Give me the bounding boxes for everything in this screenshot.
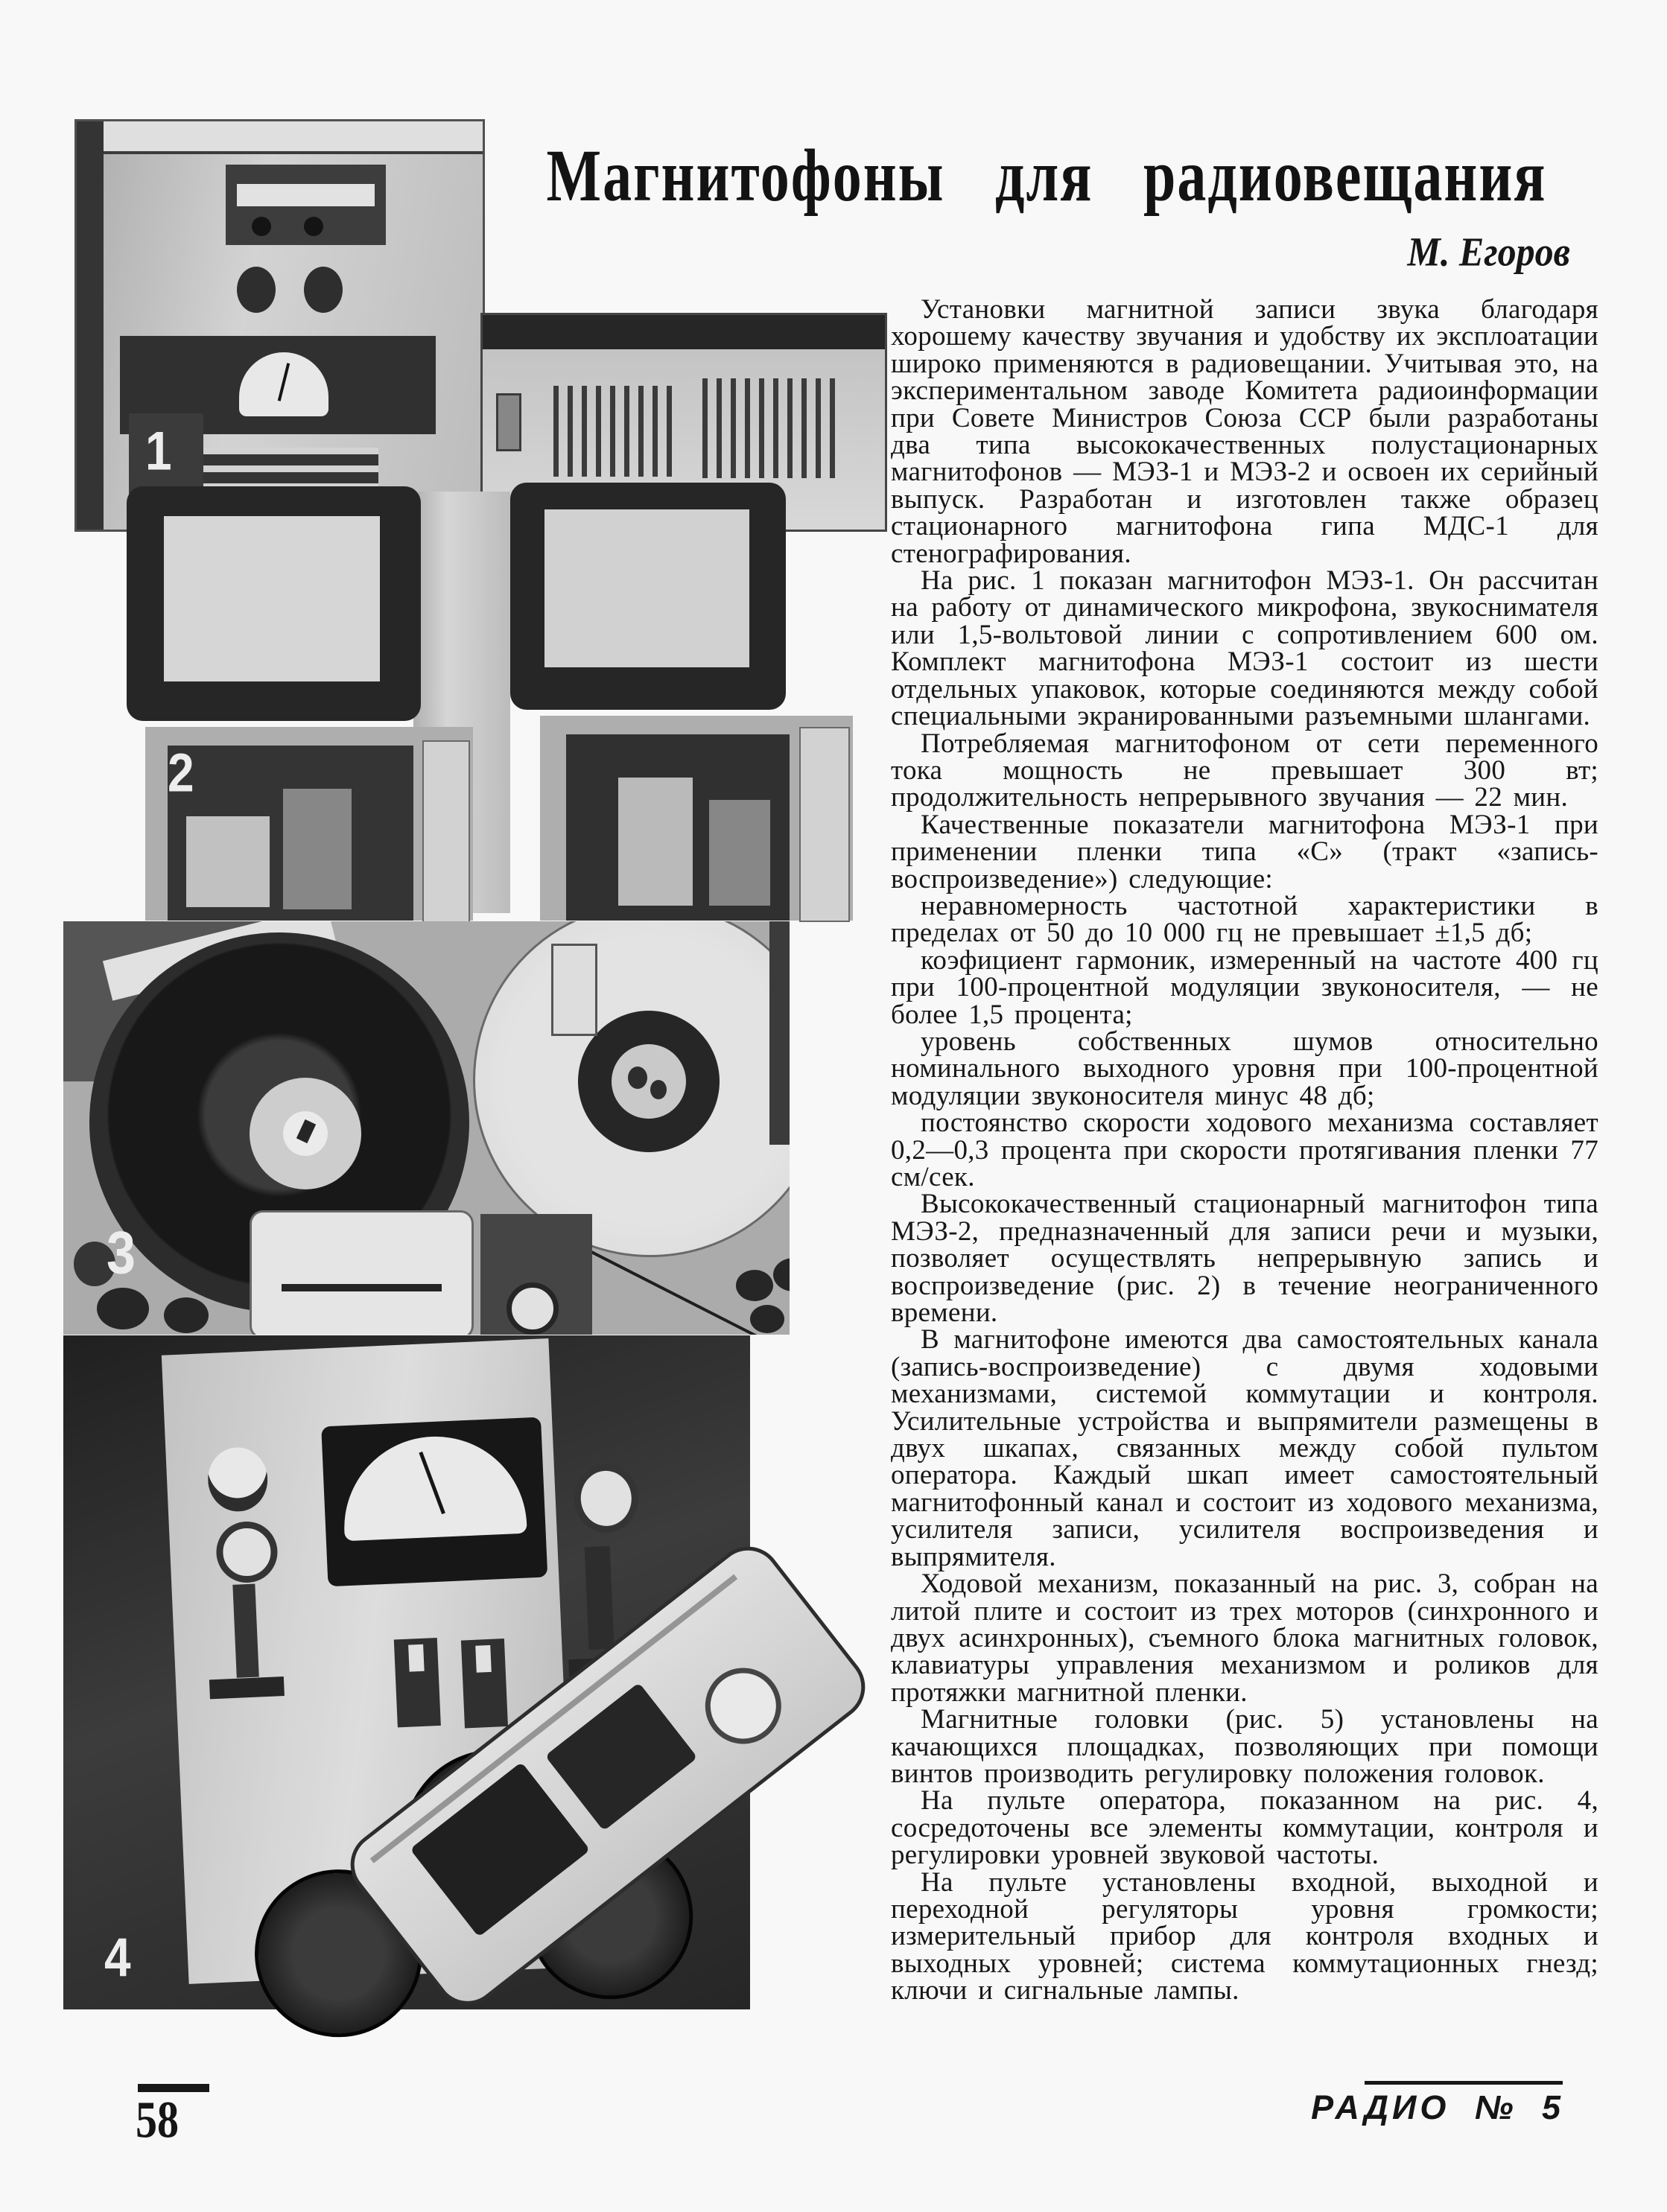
level-meter [321, 1417, 547, 1587]
control-knob [164, 1297, 209, 1333]
control-knob [773, 1258, 790, 1291]
switch-tip [475, 1645, 492, 1673]
lid-inner-panel [164, 516, 380, 681]
cabinet-lid-left [127, 486, 421, 721]
paragraph: Установки магнитной записи звука благодаря хорошему качеству звучания и удобству их эксплоатации широко применяются в радиовещании. Учитывая это, на экспериментальном заводе Комитета радиоинформации при Совете Министров Союза ССР были разработаны два типа высококачественных полустационарных магнитофонов — МЭЗ-1 и МЭЗ-2 и освоен их серийный выпуск. Разработан и изготовлен также образец стационарного магнитофона гипа МДС-1 для стенографирования. [891, 294, 1598, 569]
switch-tip [408, 1644, 425, 1672]
control-knob [97, 1288, 149, 1329]
paragraph: На пульте установлены входной, выходной и переходной регуляторы уровня громкости; измерительный прибор для контроля входных и выходных уровней; система коммутационных гнезд; ключи и сигнальные лампы. [891, 1866, 1598, 2006]
rack-lid [77, 121, 483, 154]
head-cover [250, 1210, 474, 1335]
paragraph: Высококачественный стационарный магнитофон типа МЭЗ-2, предназначенный для записи речи и музыки, позволяет осуществлять непрерывную запись и воспроизведение (рис. 2) в течение неограниченного времени. [891, 1189, 1598, 1329]
knob-icon [252, 217, 271, 236]
head-cover-slit [282, 1284, 442, 1291]
paragraph: неравномерность частотной характеристики в пределах от 50 до 10 000 гц не превышает ±1,5 дб; [891, 890, 1598, 949]
toggle-switch [232, 1584, 258, 1678]
lid-inner-panel [544, 509, 749, 667]
footer-rule [1365, 2081, 1563, 2085]
toggle-switch [461, 1639, 508, 1728]
paragraph: Потребляемая магнитофоном от сети переменного тока мощность не превышает 300 вт; продолжительность непрерывного звучания — 22 мин. [891, 728, 1598, 813]
tape-reel-right [473, 921, 790, 1257]
meter-needle [278, 363, 290, 401]
paragraph: На рис. 1 показан магнитофон МЭЗ-1. Он рассчитан на работу от динамического микрофона, звукоснимателя или 1,5-вольтовой линии с сопротивлением 600 ом. Комплект магнитофона МЭЗ-1 состоит из шести отдельных упаковок, которые соединяются между собой специальными экранированными разъемными шлангами. [891, 565, 1598, 732]
article-body-column [891, 296, 1598, 2005]
paragraph: Магнитные головки (рис. 5) установлены на качающихся площадках, позволяющих при помощи винтов производить регулировку положения головок. [891, 1704, 1598, 1789]
meter-face [340, 1433, 527, 1542]
tape-guide-post [551, 944, 597, 1036]
reel-hub [250, 1078, 361, 1189]
paragraph: постоянство скорости ходового механизма составляет 0,2—0,3 процента при скорости протягивания пленки 77 см/сек. [891, 1107, 1598, 1192]
open-door [422, 740, 470, 924]
magnetic-head [410, 1762, 590, 1937]
amplifier-module [709, 800, 770, 906]
cabinet-right [540, 716, 853, 921]
rack-side-edge [77, 121, 104, 530]
cabinet-interior [566, 734, 790, 921]
hub-hole [650, 1080, 667, 1099]
amplifier-top-band [483, 315, 885, 349]
reel-hub [578, 1011, 720, 1152]
hub-hole [628, 1067, 647, 1089]
figure-number-label: 1 [145, 419, 172, 482]
open-door [799, 727, 850, 922]
rack-control-panel [226, 165, 386, 245]
vent-grille [553, 386, 673, 477]
amplifier-module [283, 789, 352, 909]
pinch-roller-block [480, 1214, 592, 1335]
figure-1-photo [63, 113, 883, 530]
meter-needle [419, 1452, 445, 1514]
amplifier-module [186, 816, 270, 907]
equipment-rack [74, 119, 485, 532]
carry-handle [496, 393, 521, 451]
figure-number-label: 2 [168, 741, 194, 804]
cabinet-interior [168, 746, 413, 921]
paragraph: Качественные показатели магнитофона МЭЗ-1 при применении пленки типа «С» (тракт «запись-воспроизведение») следующие: [891, 809, 1598, 894]
pinch-roller [507, 1283, 559, 1335]
control-knob [750, 1305, 784, 1333]
figure-3-photo [63, 921, 790, 1335]
paragraph: Ходовой механизм, показанный на рис. 3, собран на литой плите и состоит из трех моторов (синхронного и двух асинхронных), съемного блока магнитных головок, клавиатуры управления механизмом и роликов для протяжки магнитной пленки. [891, 1569, 1598, 1708]
paragraph: На пульте оператора, показанном на рис. 4, сосредоточены все элементы коммутации, контроля и регулировки уровней звуковой частоты. [891, 1785, 1598, 1871]
journal-name-footer: РАДИО № 5 [1311, 2088, 1564, 2126]
toggle-switch [585, 1546, 615, 1650]
jack-socket [206, 1446, 269, 1513]
rack-connector [237, 267, 276, 313]
paragraph: В магнитофоне имеются два самостоятельных канала (запись-воспроизведение) с двумя ходовыми механизмами, системой коммутации и контроля. Усилительные устройства и выпрямители размещены в двух шкапах, связанных между собой пультом оператора. Каждый шкап имеет самостоятельный магнитофонный канал и состоит из ходового механизма, усилителя записи, усилителя воспроизведения и выпрямителя. [891, 1324, 1598, 1572]
deck-edge-shadow [769, 921, 790, 1145]
control-knob [736, 1270, 773, 1301]
cabinet-lid-right [510, 483, 786, 710]
amplifier-module [618, 778, 693, 906]
knob-icon [304, 217, 323, 236]
figure-number-label: 4 [104, 1926, 131, 1989]
level-meter [239, 352, 328, 416]
author-byline: М. Егоров [1407, 229, 1570, 275]
toggle-switch [394, 1638, 441, 1727]
paragraph: уровень собственных шумов относительно номинального выходного уровня при 100-процентной модуляции звуконосителя минус 48 дб; [891, 1026, 1598, 1111]
article-title: Магнитофоны для радиовещания [546, 133, 1547, 217]
paragraph: коэфициент гармоник, измеренный на частоте 400 гц при 100-процентной модуляции звуконосителя, — не более 1,5 процента; [891, 944, 1598, 1030]
head-mount-disc [690, 1653, 796, 1759]
rack-connector [304, 267, 343, 313]
vent-grille [702, 378, 842, 478]
rack-slot [237, 184, 375, 206]
reel-core [612, 1044, 686, 1119]
switch-base [209, 1677, 285, 1699]
page-number: 58 [136, 2091, 179, 2149]
figure-2-photo [63, 483, 801, 921]
jack-socket [215, 1520, 279, 1583]
figure-number-label: 3 [107, 1219, 136, 1286]
cabinet-left [145, 727, 473, 921]
